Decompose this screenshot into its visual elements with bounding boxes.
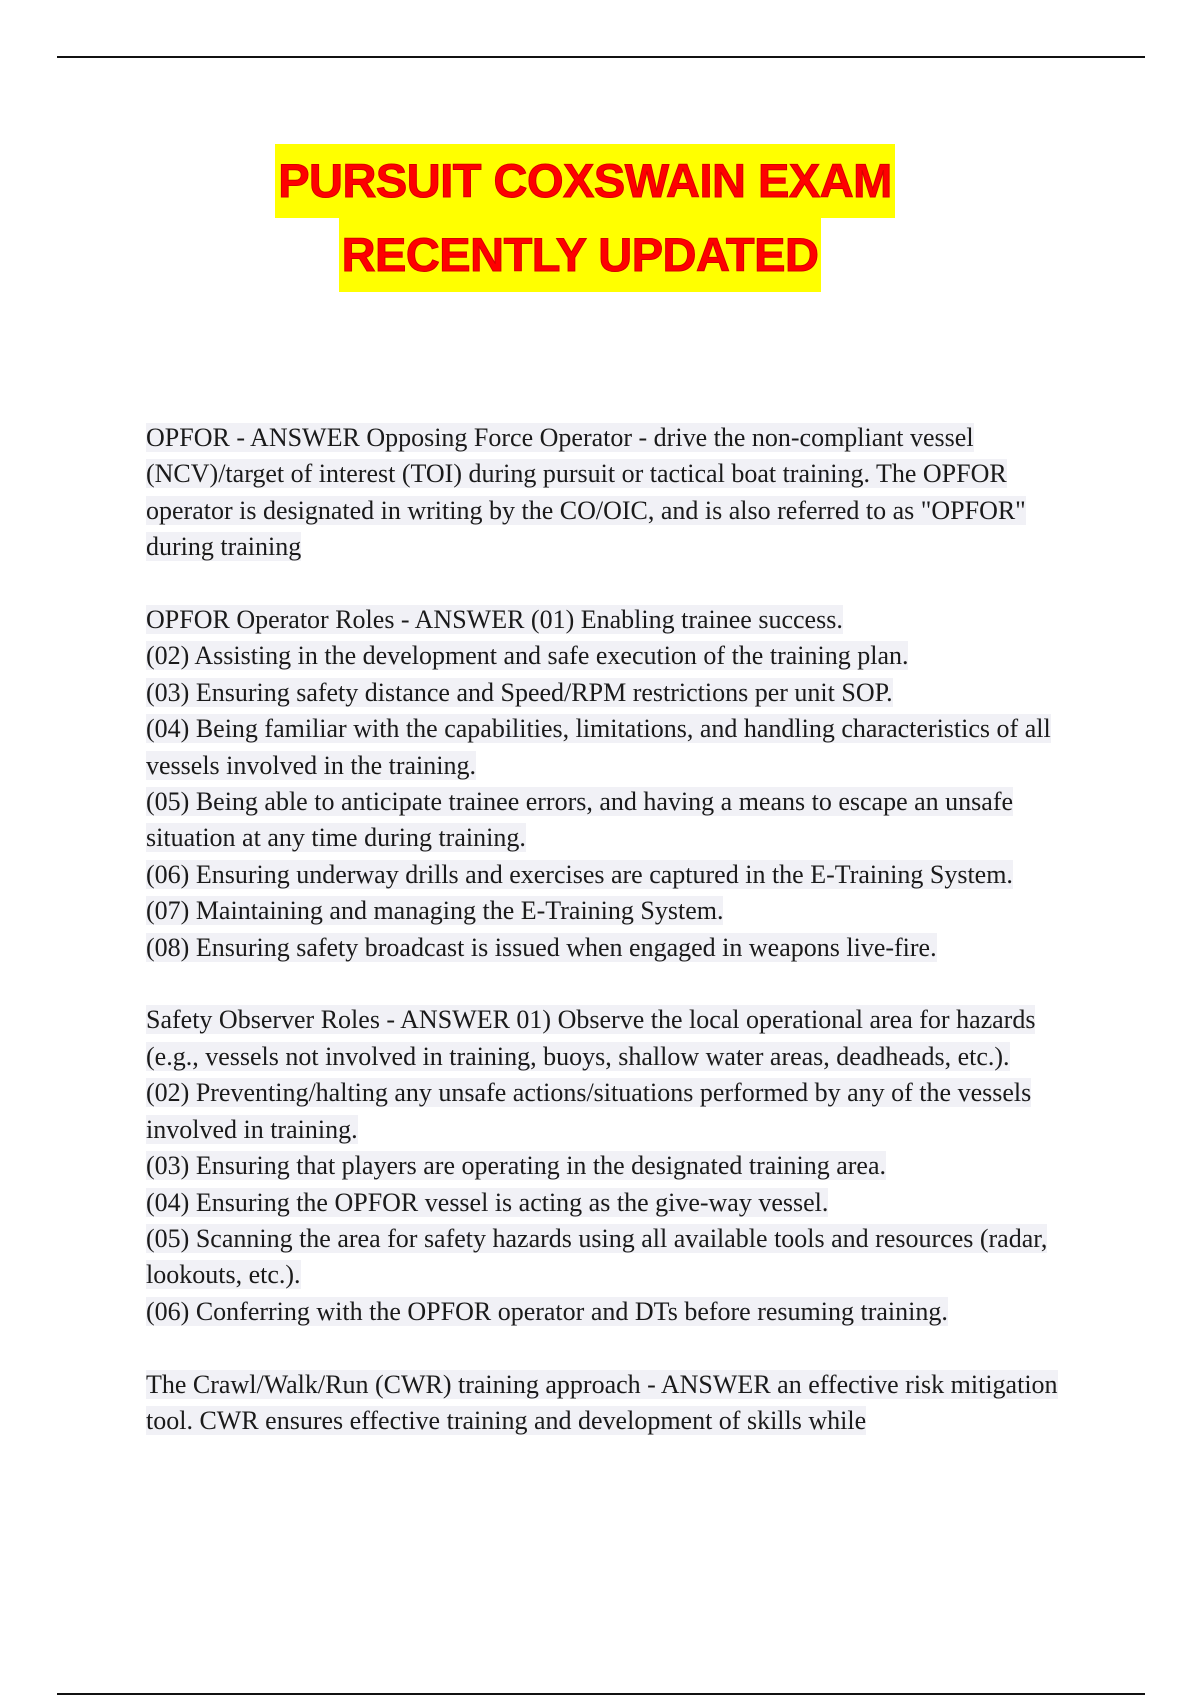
qa-line: OPFOR Operator Roles - ANSWER (01) Enabling trainee success.	[146, 605, 843, 635]
qa-line: (03) Ensuring that players are operating in the designated training area.	[146, 1151, 887, 1181]
qa-entry-opfor	[146, 420, 1066, 566]
bottom-rule	[57, 1693, 1145, 1695]
qa-line: The Crawl/Walk/Run (CWR) training approach - ANSWER an effective risk mitigation tool. CWR ensures effective training and development of skills while	[146, 1369, 1058, 1435]
qa-entry-opfor-operator-roles	[146, 602, 1066, 966]
qa-line: (02) Preventing/halting any unsafe actions/situations performed by any of the vessels involved in training.	[146, 1078, 1032, 1144]
qa-line: (04) Being familiar with the capabilities, limitations, and handling characteristics of all vessels involved in the training.	[146, 714, 1051, 780]
title-line-1: PURSUIT COXSWAIN EXAM	[275, 144, 895, 218]
qa-line: OPFOR - ANSWER Opposing Force Operator - drive the non-compliant vessel (NCV)/target of interest (TOI) during pursuit or tactical boat training. The OPFOR operator is designated in writing by the CO/OIC, and is also referred to as "OPFOR" during training	[146, 423, 1026, 562]
qa-line: (07) Maintaining and managing the E-Training System.	[146, 896, 724, 926]
qa-line: (03) Ensuring safety distance and Speed/RPM restrictions per unit SOP.	[146, 677, 893, 707]
qa-entry-crawl-walk-run	[146, 1367, 1066, 1440]
qa-entry-safety-observer-roles	[146, 1002, 1066, 1330]
qa-line: (02) Assisting in the development and safe execution of the training plan.	[146, 641, 909, 671]
top-rule	[57, 56, 1145, 58]
title-line-2: RECENTLY UPDATED	[339, 218, 822, 292]
document-title	[0, 144, 1160, 292]
document-body	[146, 420, 1066, 1476]
qa-line: (06) Ensuring underway drills and exercises are captured in the E-Training System.	[146, 859, 1013, 889]
qa-line: (08) Ensuring safety broadcast is issued when engaged in weapons live-fire.	[146, 932, 937, 962]
qa-line: (05) Scanning the area for safety hazards using all available tools and resources (radar, lookouts, etc.).	[146, 1223, 1048, 1290]
qa-line: (04) Ensuring the OPFOR vessel is acting as the give-way vessel.	[146, 1187, 829, 1217]
qa-line: (05) Being able to anticipate trainee errors, and having a means to escape an unsafe situation at any time during training.	[146, 787, 1014, 853]
qa-line: (06) Conferring with the OPFOR operator and DTs before resuming training.	[146, 1296, 948, 1326]
qa-line: Safety Observer Roles - ANSWER 01) Observe the local operational area for hazards (e.g., vessels not involved in training, buoys, shallow water areas, deadheads, etc.).	[146, 1005, 1036, 1071]
